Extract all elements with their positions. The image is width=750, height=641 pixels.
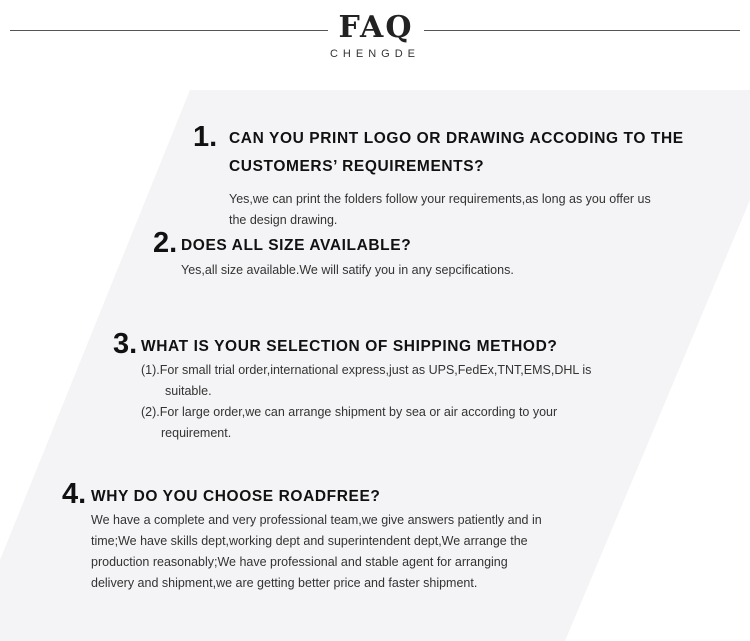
header-divider-right <box>424 30 740 31</box>
faq-3-answer-line-3: (2).For large order,we can arrange shipment by sea or air according to your <box>141 405 558 419</box>
faq-2-question-line-1: DOES ALL SIZE AVAILABLE? <box>181 237 412 254</box>
faq-3-answer-line-1: (1).For small trial order,international express,just as UPS,FedEx,TNT,EMS,DHL is <box>141 363 592 377</box>
faq-3-number: 3. <box>113 328 138 360</box>
page-title: FAQ <box>338 10 414 45</box>
faq-3-answer-line-2: suitable. <box>165 384 212 398</box>
faq-2-number: 2. <box>153 227 178 259</box>
faq-1-answer-line-1: Yes,we can print the folders follow your requirements,as long as you offer us <box>229 192 651 206</box>
faq-1-number: 1. <box>193 121 218 153</box>
faq-2-answer-line-1: Yes,all size available.We will satify you in any sepcifications. <box>181 263 514 277</box>
faq-4-number: 4. <box>62 478 87 510</box>
faq-1-question-line-1: CAN YOU PRINT LOGO OR DRAWING ACCODING TO THE <box>229 130 684 147</box>
faq-4-answer-line-3: production reasonably;We have professional and stable agent for arranging <box>91 555 508 569</box>
faq-4-answer-line-2: time;We have skills dept,working dept and superintendent dept,We arrange the <box>91 534 528 548</box>
faq-4-answer-line-1: We have a complete and very professional team,we give answers patiently and in <box>91 513 542 527</box>
faq-1-question-line-2: CUSTOMERS’ REQUIREMENTS? <box>229 158 485 175</box>
header-divider-left <box>10 30 328 31</box>
faq-4-answer-line-4: delivery and shipment,we are getting better price and faster shipment. <box>91 576 478 590</box>
faq-1-answer-line-2: the design drawing. <box>229 213 338 227</box>
faq-3-question-line-1: WHAT IS YOUR SELECTION OF SHIPPING METHOD? <box>141 338 558 355</box>
faq-4-question-line-1: WHY DO YOU CHOOSE ROADFREE? <box>91 488 381 505</box>
page-subtitle: CHENGDE <box>329 48 420 60</box>
faq-3-answer-line-4: requirement. <box>161 426 232 440</box>
